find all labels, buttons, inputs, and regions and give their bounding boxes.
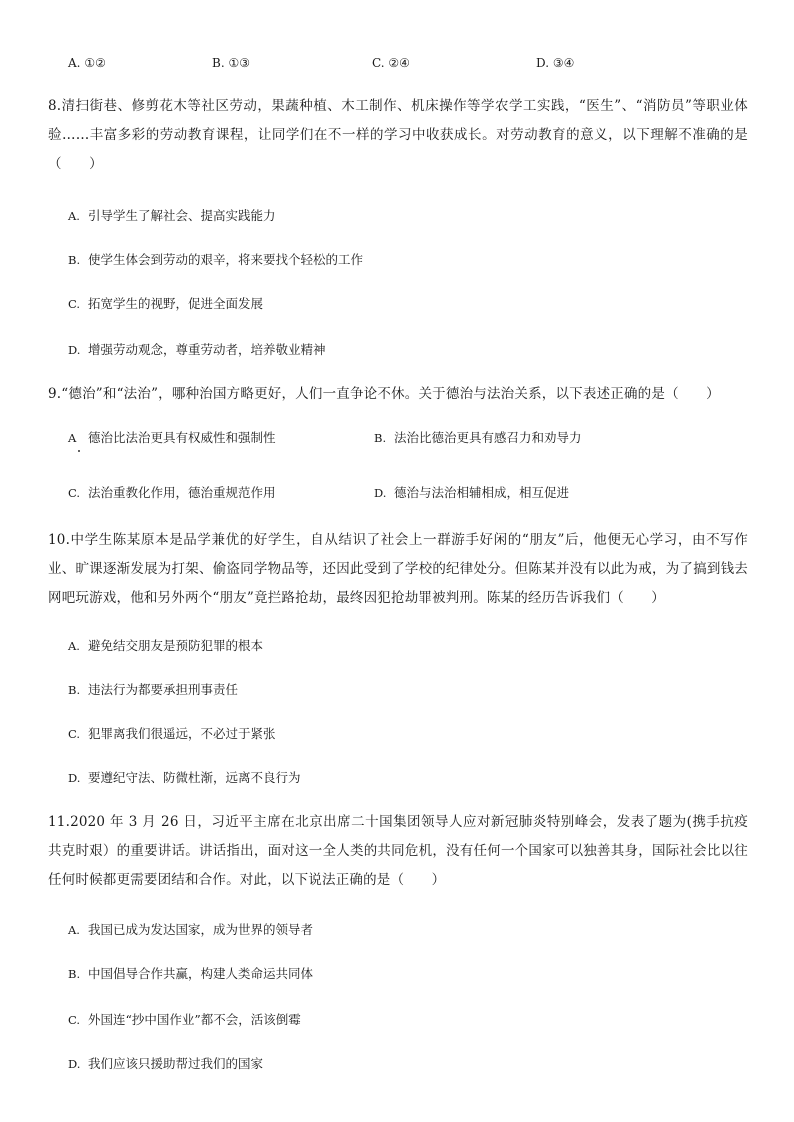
- option-c[interactable]: [372, 56, 410, 70]
- option-letter: C.: [68, 727, 81, 741]
- option-letter: C.: [372, 56, 385, 70]
- option-b[interactable]: [212, 56, 250, 70]
- question-8-stem: 8.清扫街巷、修剪花木等社区劳动，果蔬种植、木工制作、机床操作等学农学工实践，“医生”、“消防员”等职业体验……丰富多彩的劳动教育课程，让同学们在不一样的学习中收获成长。对劳动教育的意义，以下理解不准确的是（ ）: [48, 98, 748, 172]
- option-letter: D.: [68, 343, 81, 357]
- q8-option-b[interactable]: [68, 250, 363, 268]
- q11-option-c[interactable]: [68, 1010, 301, 1028]
- option-text: 犯罪离我们很遥远，不必过于紧张: [88, 726, 276, 741]
- q11-option-d[interactable]: [68, 1054, 263, 1072]
- q8-option-d[interactable]: [68, 340, 326, 358]
- option-a[interactable]: [68, 56, 106, 70]
- option-letter: B.: [212, 56, 225, 70]
- option-text: 中国倡导合作共赢，构建人类命运共同体: [88, 966, 314, 981]
- option-text: 我国已成为发达国家，成为世界的领导者: [88, 922, 314, 937]
- option-text: 我们应该只援助帮过我们的国家: [88, 1056, 264, 1071]
- question-10-stem: 10.中学生陈某原本是品学兼优的好学生，自从结识了社会上一群游手好闲的“朋友”后，他便无心学习，由不写作业、旷课逐渐发展为打架、偷盗同学物品等，还因此受到了学校的纪律处分。但陈某并没有以此为戒，为了搞到钱去网吧玩游戏，他和另外两个“朋友”竟拦路抢劫，最终因犯抢劫罪被判刑。陈某的经历告诉我们（ ）: [48, 532, 748, 606]
- q9-option-a[interactable]: [68, 428, 276, 446]
- option-letter: A.: [68, 639, 80, 653]
- option-letter: B.: [68, 683, 81, 697]
- option-letter: D.: [68, 1057, 81, 1071]
- option-letter: C.: [68, 1013, 81, 1027]
- option-text: 引导学生了解社会、提高实践能力: [88, 208, 276, 223]
- option-text: 避免结交朋友是预防犯罪的根本: [88, 638, 264, 653]
- option-letter: D.: [536, 56, 550, 70]
- option-text: 德治与法治相辅相成，相互促进: [394, 485, 570, 500]
- option-text: 违法行为都要承担刑事责任: [88, 682, 239, 697]
- stray-mark: [78, 450, 80, 452]
- question-11-stem: 11.2020 年 3 月 26 日，习近平主席在北京出席二十国集团领导人应对新冠肺炎特别峰会，发表了题为(携手抗疫 共克时艰）的重要讲话。讲话指出，面对这一全人类的共同危机，没有任何一个国家可以独善其身，国际社会比以往任何时候都更需要团结和合作。对此，以下说法正确的是（ ）: [48, 814, 748, 888]
- option-text: 拓宽学生的视野，促进全面发展: [88, 296, 264, 311]
- option-letter: B.: [68, 967, 81, 981]
- option-text: ②④: [388, 56, 410, 70]
- q8-option-a[interactable]: [68, 206, 276, 224]
- q9-option-c[interactable]: [68, 483, 276, 501]
- question-9-stem: 9.“德治”和“法治”，哪种治国方略更好，人们一直争论不休。关于德治与法治关系，以下表述正确的是（ ）: [48, 386, 720, 402]
- prev-question-options: [0, 56, 794, 76]
- option-letter: A.: [68, 923, 80, 937]
- option-d[interactable]: [536, 56, 574, 70]
- option-letter: A.: [68, 209, 80, 223]
- q9-option-b[interactable]: [374, 428, 582, 446]
- q8-option-c[interactable]: [68, 294, 263, 312]
- option-text: ③④: [552, 56, 575, 70]
- q11-option-b[interactable]: [68, 964, 313, 982]
- option-text: 法治比德治更具有感召力和劝导力: [394, 430, 582, 445]
- option-letter: D.: [374, 486, 387, 500]
- option-text: ①②: [84, 56, 106, 70]
- q10-option-c[interactable]: [68, 724, 276, 742]
- option-text: 外国连“抄中国作业”都不会，活该倒霉: [88, 1012, 301, 1027]
- option-text: 要遵纪守法、防微杜渐，远离不良行为: [88, 770, 301, 785]
- option-letter: C.: [68, 297, 81, 311]
- q10-option-a[interactable]: [68, 636, 263, 654]
- option-letter: B.: [68, 253, 81, 267]
- q11-option-a[interactable]: [68, 920, 313, 938]
- q10-option-d[interactable]: [68, 768, 301, 786]
- option-text: 法治重教化作用，德治重规范作用: [88, 485, 276, 500]
- option-letter: D.: [68, 771, 81, 785]
- option-letter: B.: [374, 431, 387, 445]
- option-text: ①③: [228, 56, 250, 70]
- q9-option-d[interactable]: [374, 483, 569, 501]
- option-letter: A: [68, 431, 77, 445]
- option-letter: A.: [68, 56, 81, 70]
- q10-option-b[interactable]: [68, 680, 238, 698]
- option-text: 增强劳动观念，尊重劳动者，培养敬业精神: [88, 342, 326, 357]
- option-text: 德治比法治更具有权威性和强制性: [88, 430, 276, 445]
- option-letter: C.: [68, 486, 81, 500]
- option-text: 使学生体会到劳动的艰辛，将来要找个轻松的工作: [88, 252, 364, 267]
